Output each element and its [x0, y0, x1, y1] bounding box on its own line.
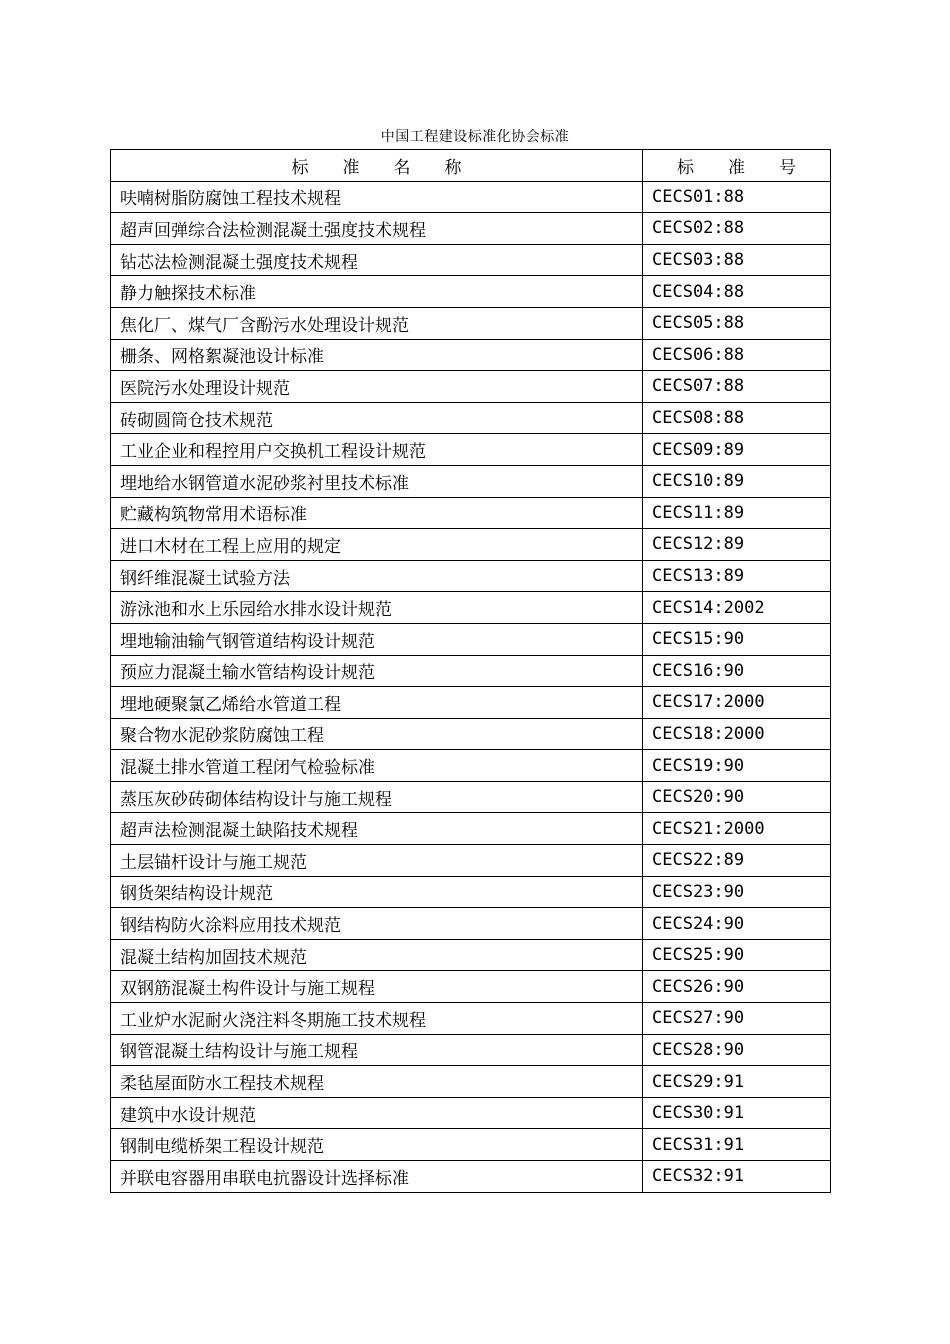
standard-name-cell: 呋喃树脂防腐蚀工程技术规程	[111, 181, 643, 213]
table-body	[111, 181, 831, 1192]
table-row	[111, 592, 831, 624]
standard-number-cell: CECS02:88	[643, 213, 831, 245]
standards-table	[110, 149, 831, 1193]
standard-name-cell: 进口木材在工程上应用的规定	[111, 529, 643, 561]
standard-name-cell: 埋地硬聚氯乙烯给水管道工程	[111, 687, 643, 719]
table-row	[111, 276, 831, 308]
standard-number-cell: CECS19:90	[643, 750, 831, 782]
table-row	[111, 750, 831, 782]
table-row	[111, 1066, 831, 1098]
table-row	[111, 876, 831, 908]
standard-name-cell: 混凝土结构加固技术规范	[111, 939, 643, 971]
table-row	[111, 402, 831, 434]
table-row	[111, 939, 831, 971]
standard-number-cell: CECS31:91	[643, 1129, 831, 1161]
standard-number-cell: CECS18:2000	[643, 718, 831, 750]
table-row	[111, 1097, 831, 1129]
standard-name-cell: 游泳池和水上乐园给水排水设计规范	[111, 592, 643, 624]
standard-name-cell: 钻芯法检测混凝土强度技术规程	[111, 244, 643, 276]
standard-name-cell: 土层锚杆设计与施工规范	[111, 845, 643, 877]
standard-name-cell: 混凝土排水管道工程闭气检验标准	[111, 750, 643, 782]
standard-number-cell: CECS29:91	[643, 1066, 831, 1098]
header-standard-name: 标 准 名 称	[111, 150, 643, 182]
standard-name-cell: 超声法检测混凝土缺陷技术规程	[111, 813, 643, 845]
standard-number-cell: CECS30:91	[643, 1097, 831, 1129]
table-row	[111, 371, 831, 403]
standard-name-cell: 埋地给水钢管道水泥砂浆衬里技术标准	[111, 465, 643, 497]
standard-name-cell: 工业炉水泥耐火浇注料冬期施工技术规程	[111, 1003, 643, 1035]
standard-name-cell: 并联电容器用串联电抗器设计选择标准	[111, 1161, 643, 1193]
standard-number-cell: CECS10:89	[643, 465, 831, 497]
document-title: 中国工程建设标准化协会标准	[380, 129, 570, 145]
table-row	[111, 718, 831, 750]
standard-name-cell: 钢货架结构设计规范	[111, 876, 643, 908]
standard-name-cell: 医院污水处理设计规范	[111, 371, 643, 403]
standard-name-cell: 建筑中水设计规范	[111, 1097, 643, 1129]
table-row	[111, 1003, 831, 1035]
standard-number-cell: CECS17:2000	[643, 687, 831, 719]
standard-number-cell: CECS16:90	[643, 655, 831, 687]
table-row	[111, 307, 831, 339]
standard-name-cell: 钢制电缆桥架工程设计规范	[111, 1129, 643, 1161]
standard-name-cell: 埋地输油输气钢管道结构设计规范	[111, 623, 643, 655]
standard-name-cell: 超声回弹综合法检测混凝土强度技术规程	[111, 213, 643, 245]
standard-number-cell: CECS20:90	[643, 781, 831, 813]
table-row	[111, 465, 831, 497]
table-row	[111, 339, 831, 371]
standard-number-cell: CECS08:88	[643, 402, 831, 434]
standard-number-cell: CECS04:88	[643, 276, 831, 308]
table-row	[111, 845, 831, 877]
table-row	[111, 1034, 831, 1066]
table-row	[111, 655, 831, 687]
standard-name-cell: 聚合物水泥砂浆防腐蚀工程	[111, 718, 643, 750]
table-header-row	[111, 150, 831, 182]
standard-name-cell: 焦化厂、煤气厂含酚污水处理设计规范	[111, 307, 643, 339]
table-row	[111, 687, 831, 719]
standard-number-cell: CECS06:88	[643, 339, 831, 371]
standard-number-cell: CECS14:2002	[643, 592, 831, 624]
table-row	[111, 497, 831, 529]
standard-number-cell: CECS32:91	[643, 1161, 831, 1193]
standard-number-cell: CECS12:89	[643, 529, 831, 561]
standard-number-cell: CECS11:89	[643, 497, 831, 529]
standard-name-cell: 柔毡屋面防水工程技术规程	[111, 1066, 643, 1098]
table-row	[111, 244, 831, 276]
table-row	[111, 529, 831, 561]
standard-name-cell: 贮藏构筑物常用术语标准	[111, 497, 643, 529]
standard-number-cell: CECS09:89	[643, 434, 831, 466]
standard-number-cell: CECS22:89	[643, 845, 831, 877]
standard-name-cell: 预应力混凝土输水管结构设计规范	[111, 655, 643, 687]
standard-number-cell: CECS13:89	[643, 560, 831, 592]
standard-name-cell: 钢管混凝土结构设计与施工规程	[111, 1034, 643, 1066]
standard-number-cell: CECS23:90	[643, 876, 831, 908]
standard-number-cell: CECS05:88	[643, 307, 831, 339]
table-row	[111, 213, 831, 245]
table-row	[111, 781, 831, 813]
standard-number-cell: CECS24:90	[643, 908, 831, 940]
standard-name-cell: 钢纤维混凝土试验方法	[111, 560, 643, 592]
table-row	[111, 1129, 831, 1161]
standard-number-cell: CECS26:90	[643, 971, 831, 1003]
table-row	[111, 434, 831, 466]
standard-name-cell: 钢结构防火涂料应用技术规范	[111, 908, 643, 940]
table-row	[111, 1161, 831, 1193]
standard-name-cell: 工业企业和程控用户交换机工程设计规范	[111, 434, 643, 466]
standard-name-cell: 砖砌圆筒仓技术规范	[111, 402, 643, 434]
table-row	[111, 908, 831, 940]
standard-number-cell: CECS28:90	[643, 1034, 831, 1066]
standard-name-cell: 静力触探技术标准	[111, 276, 643, 308]
table-row	[111, 971, 831, 1003]
standard-name-cell: 双钢筋混凝土构件设计与施工规程	[111, 971, 643, 1003]
standard-number-cell: CECS27:90	[643, 1003, 831, 1035]
standard-number-cell: CECS03:88	[643, 244, 831, 276]
standard-number-cell: CECS25:90	[643, 939, 831, 971]
table-row	[111, 181, 831, 213]
standard-number-cell: CECS07:88	[643, 371, 831, 403]
standard-number-cell: CECS21:2000	[643, 813, 831, 845]
table-row	[111, 813, 831, 845]
standard-number-cell: CECS15:90	[643, 623, 831, 655]
standard-name-cell: 栅条、网格絮凝池设计标准	[111, 339, 643, 371]
table-row	[111, 560, 831, 592]
header-standard-number: 标 准 号	[643, 150, 831, 182]
standard-name-cell: 蒸压灰砂砖砌体结构设计与施工规程	[111, 781, 643, 813]
standard-number-cell: CECS01:88	[643, 181, 831, 213]
table-row	[111, 623, 831, 655]
